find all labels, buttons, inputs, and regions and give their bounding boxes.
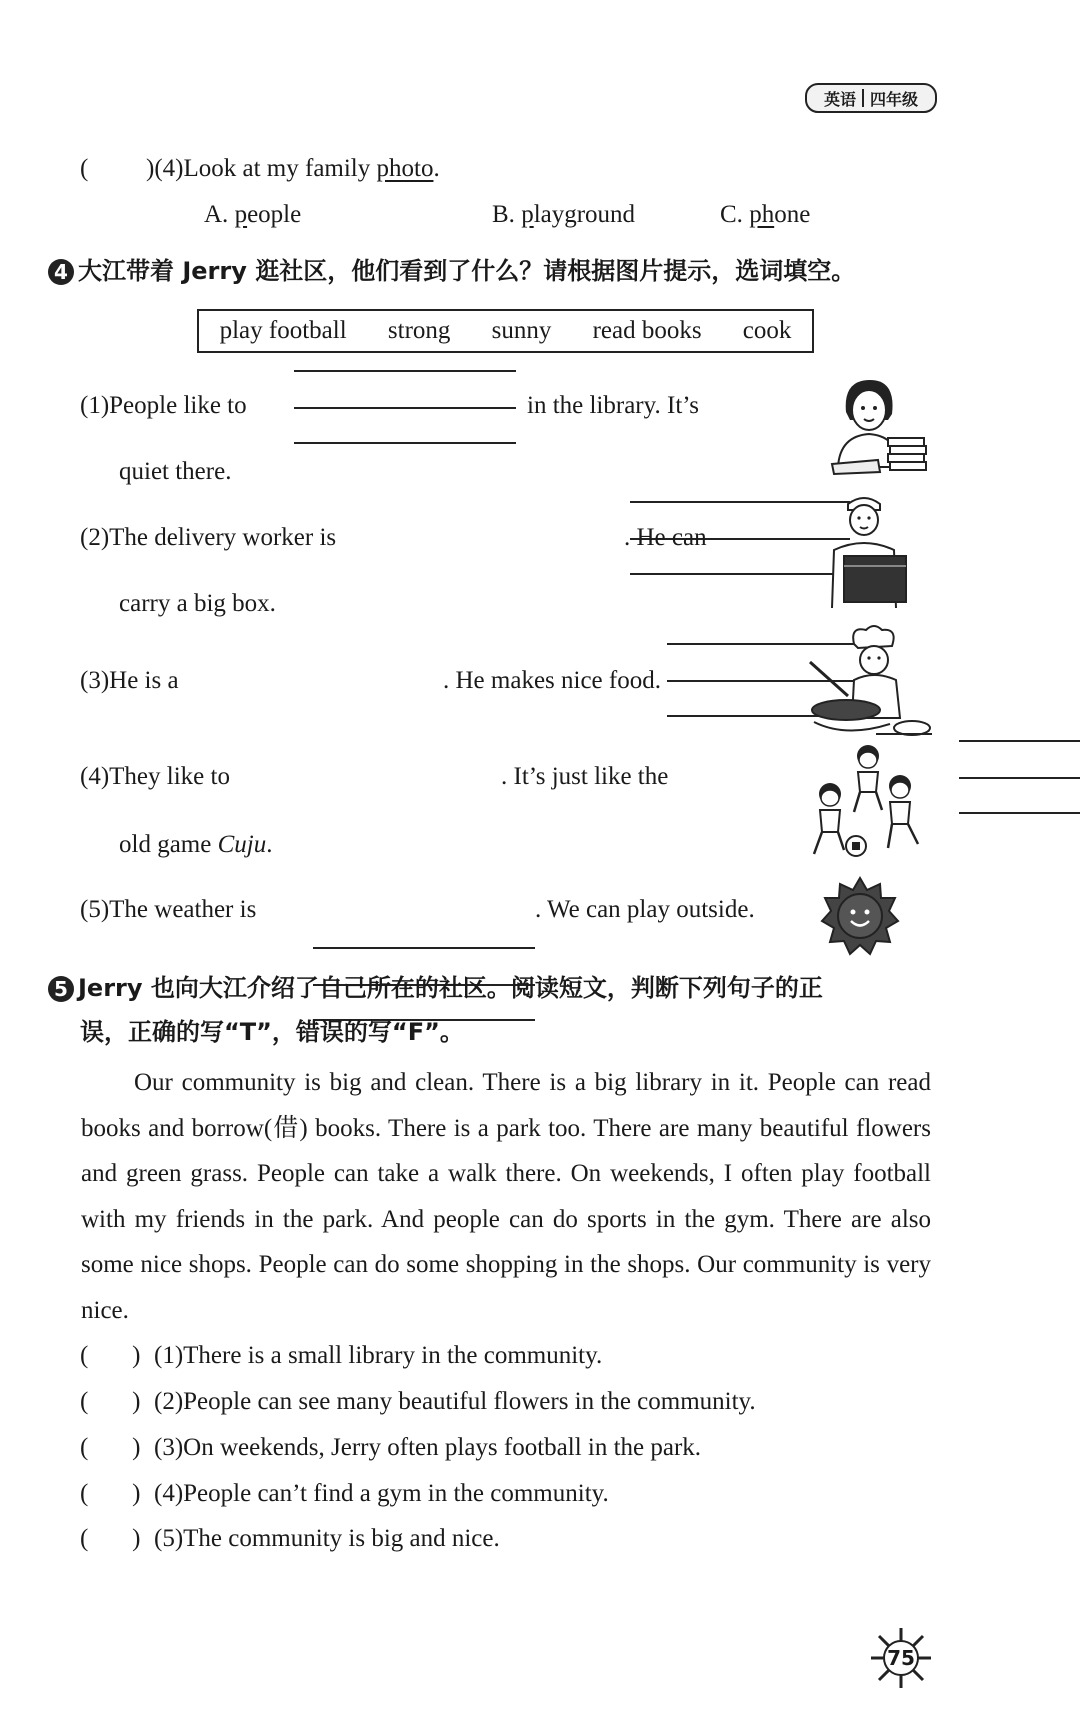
option-letter: C. [720, 201, 750, 228]
question-q4-text [146, 156, 440, 181]
section-4-title: 大江带着 Jerry 逛社区，他们看到了什么？请根据图片提示，选词填空。 [78, 257, 856, 285]
fill-item-4-after: . It’s just like the [501, 763, 669, 790]
section-4-heading [48, 259, 855, 285]
tf-statement-5: (5)The community is big and nice. [154, 1525, 500, 1552]
answer-blank-1[interactable] [294, 370, 516, 444]
underlined-word: photo [376, 155, 434, 182]
option-a[interactable] [204, 202, 301, 227]
tf-answer-box-4[interactable]: ( ) [80, 1480, 141, 1507]
question-q4-label: (4)Look at my family [154, 155, 377, 182]
delivery-worker-picture [818, 490, 910, 610]
reading-passage [81, 1060, 931, 1333]
fill-item-2-after: . He can [624, 524, 707, 551]
answer-blank-4[interactable] [959, 740, 1080, 814]
option-underlined: p [521, 201, 534, 228]
kids-playing-football-picture [800, 742, 932, 860]
option-underlined: ph [749, 201, 775, 228]
tf-statement-4: (4)People can’t find a gym in the community. [154, 1480, 609, 1507]
word-bank-item: play football [219, 317, 347, 344]
tf-statement-3: (3)On weekends, Jerry often plays football in the park. [154, 1434, 702, 1461]
option-c[interactable] [720, 202, 810, 227]
option-rest: one [774, 201, 811, 228]
passage-text: Our community is big and clean. There is a big library in it. People can read books and borrow(借) books. There is a park too. There are many beautiful flowers and green grass. People can take a walk there. On weekends, I often play football with my friends in the park. And people can do sports in the gym. There are also some nice shops. People can do some shopping in the shops. Our community is very nice. [81, 1069, 931, 1324]
fill-item-1-cont: quiet there. [119, 458, 232, 485]
fill-item-1-before: (1)People like to [80, 392, 247, 419]
option-rest: layground [533, 201, 636, 228]
word-bank-item: strong [387, 317, 451, 344]
fill-item-5-after: . We can play outside. [535, 896, 755, 923]
cont-text: old game [119, 831, 218, 858]
girl-reading-books-picture [818, 372, 928, 477]
answer-paren-open: ( [80, 155, 89, 182]
tf-answer-box-1[interactable]: ( ) [80, 1342, 141, 1369]
fill-item-4-before: (4)They like to [80, 763, 230, 790]
section-5-title-line2: 误，正确的写“T”，错误的写“F”。 [80, 1018, 464, 1046]
chef-cooking-picture [806, 622, 932, 744]
word-bank-item: sunny [491, 317, 552, 344]
word-bank-item: read books [592, 317, 702, 344]
fill-item-5-before: (5)The weather is [80, 896, 257, 923]
fill-item-3-after: . He makes nice food. [443, 667, 661, 694]
tf-answer-box-2[interactable]: ( ) [80, 1388, 141, 1415]
section-5-title-line1: Jerry 也向大江介绍了自己所在的社区。阅读短文，判断下列句子的正 [78, 974, 823, 1002]
option-rest: eople [247, 201, 302, 228]
tf-statement-1: (1)There is a small library in the community. [154, 1342, 603, 1369]
subject-label: 英语 [823, 89, 856, 109]
tf-statement-2: (2)People can see many beautiful flowers in the community. [154, 1388, 756, 1415]
section-number-badge: 4 [48, 259, 74, 285]
paren-close: ) [146, 155, 155, 182]
section-number-badge: 5 [48, 976, 74, 1002]
italic-word: Cuju [217, 831, 267, 858]
smiling-sun-picture [820, 876, 900, 956]
fill-item-3-before: (3)He is a [80, 667, 179, 694]
grade-label: 四年级 [870, 89, 919, 109]
fill-item-1-after: in the library. It’s [527, 392, 699, 419]
page-number: 75 [887, 1646, 915, 1670]
option-b[interactable] [492, 202, 635, 227]
fill-item-4-cont [119, 832, 272, 857]
section-5-heading-line1 [48, 976, 823, 1002]
option-letter: A. [204, 201, 235, 228]
tf-answer-box-3[interactable]: ( ) [80, 1434, 141, 1461]
fill-item-2-before: (2)The delivery worker is [80, 524, 337, 551]
subject-grade-badge [805, 83, 937, 113]
cont-end: . [266, 831, 273, 858]
option-underlined: p [234, 201, 248, 228]
option-letter: B. [492, 201, 522, 228]
tf-answer-box-5[interactable]: ( ) [80, 1525, 141, 1552]
question-end: . [433, 155, 440, 182]
word-bank-item: cook [742, 317, 792, 344]
fill-item-2-cont: carry a big box. [119, 590, 276, 617]
word-bank-box [197, 309, 814, 353]
